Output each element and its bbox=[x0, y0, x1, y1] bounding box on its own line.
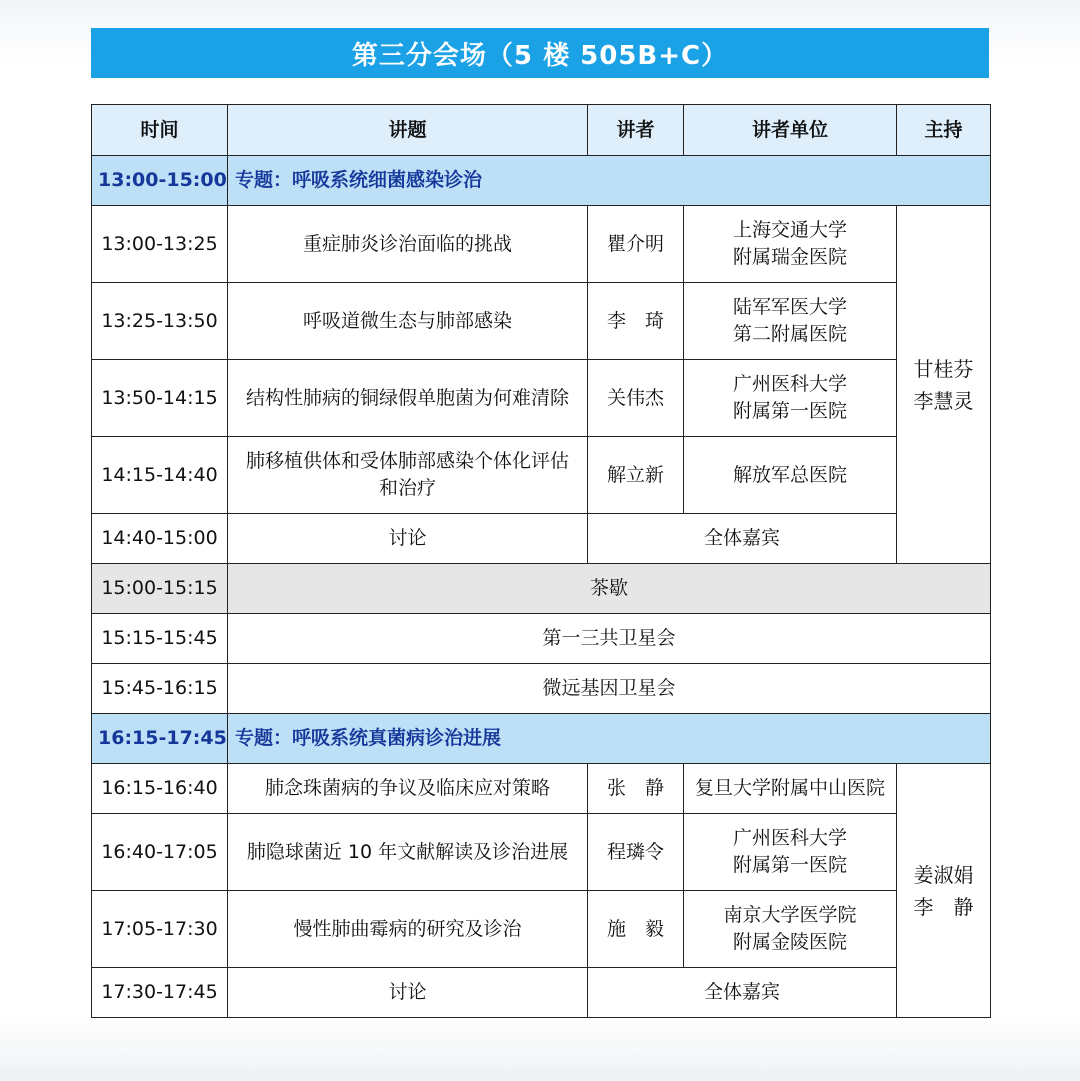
table-row bbox=[92, 360, 991, 437]
table-row bbox=[92, 891, 991, 968]
affiliation-line: 附属第一医院 bbox=[732, 854, 847, 876]
satellite-time: 15:45-16:15 bbox=[92, 664, 228, 714]
session-time: 16:15-17:45 bbox=[92, 714, 228, 764]
talk-speaker: 瞿介明 bbox=[588, 206, 684, 283]
table-row bbox=[92, 206, 991, 283]
talk-affiliation: 解放军总医院 bbox=[684, 437, 897, 514]
session-title: 专题：呼吸系统细菌感染诊治 bbox=[228, 156, 991, 206]
affiliation-line: 附属瑞金医院 bbox=[732, 246, 847, 268]
affiliation-line: 上海交通大学 bbox=[732, 219, 847, 241]
header-affiliation: 讲者单位 bbox=[684, 105, 897, 156]
topic-line: 肺移植供体和受体肺部感染个体化评估 bbox=[245, 450, 569, 472]
talk-time: 16:40-17:05 bbox=[92, 814, 228, 891]
chair-name: 李慧灵 bbox=[913, 388, 974, 413]
talk-speaker: 施 毅 bbox=[588, 891, 684, 968]
tea-break-row bbox=[92, 564, 991, 614]
header-time: 时间 bbox=[92, 105, 228, 156]
talk-topic: 结构性肺病的铜绿假单胞菌为何难清除 bbox=[228, 360, 588, 437]
satellite-label: 第一三共卫星会 bbox=[228, 614, 991, 664]
talk-topic: 慢性肺曲霉病的研究及诊治 bbox=[228, 891, 588, 968]
chair-name: 甘桂芬 bbox=[913, 356, 974, 381]
session-time: 13:00-15:00 bbox=[92, 156, 228, 206]
talk-speaker: 程璘令 bbox=[588, 814, 684, 891]
topic-line: 和治疗 bbox=[378, 477, 436, 499]
talk-topic: 重症肺炎诊治面临的挑战 bbox=[228, 206, 588, 283]
satellite-row bbox=[92, 614, 991, 664]
talk-affiliation bbox=[684, 891, 897, 968]
table-header-row bbox=[92, 105, 991, 156]
talk-affiliation: 复旦大学附属中山医院 bbox=[684, 764, 897, 814]
affiliation-line: 第二附属医院 bbox=[732, 323, 847, 345]
satellite-time: 15:15-15:45 bbox=[92, 614, 228, 664]
table-row bbox=[92, 514, 991, 564]
header-speaker: 讲者 bbox=[588, 105, 684, 156]
talk-speaker: 解立新 bbox=[588, 437, 684, 514]
talk-affiliation bbox=[684, 206, 897, 283]
talk-topic: 肺隐球菌近 10 年文献解读及诊治进展 bbox=[228, 814, 588, 891]
talk-time: 14:15-14:40 bbox=[92, 437, 228, 514]
hall-banner bbox=[91, 28, 989, 78]
talk-time: 13:50-14:15 bbox=[92, 360, 228, 437]
affiliation-line: 广州医科大学 bbox=[732, 373, 847, 395]
discussion-time: 17:30-17:45 bbox=[92, 968, 228, 1018]
chair-name: 姜淑娟 bbox=[913, 862, 974, 887]
affiliation-line: 广州医科大学 bbox=[732, 827, 847, 849]
break-time: 15:00-15:15 bbox=[92, 564, 228, 614]
talk-affiliation bbox=[684, 814, 897, 891]
talk-time: 13:25-13:50 bbox=[92, 283, 228, 360]
break-label: 茶歇 bbox=[228, 564, 991, 614]
header-chair: 主持 bbox=[897, 105, 991, 156]
table-row bbox=[92, 968, 991, 1018]
satellite-label: 微远基因卫星会 bbox=[228, 664, 991, 714]
schedule-table bbox=[91, 104, 991, 1018]
talk-time: 17:05-17:30 bbox=[92, 891, 228, 968]
session-title: 专题：呼吸系统真菌病诊治进展 bbox=[228, 714, 991, 764]
session-chair bbox=[897, 764, 991, 1018]
session-chair bbox=[897, 206, 991, 564]
talk-speaker: 李 琦 bbox=[588, 283, 684, 360]
talk-speaker: 张 静 bbox=[588, 764, 684, 814]
talk-affiliation bbox=[684, 360, 897, 437]
satellite-row bbox=[92, 664, 991, 714]
discussion-topic: 讨论 bbox=[228, 514, 588, 564]
discussion-time: 14:40-15:00 bbox=[92, 514, 228, 564]
talk-affiliation bbox=[684, 283, 897, 360]
affiliation-line: 陆军军医大学 bbox=[732, 296, 847, 318]
talk-topic: 呼吸道微生态与肺部感染 bbox=[228, 283, 588, 360]
talk-topic: 肺念珠菌病的争议及临床应对策略 bbox=[228, 764, 588, 814]
affiliation-line: 南京大学医学院 bbox=[723, 904, 857, 926]
table-row bbox=[92, 764, 991, 814]
session-header-row bbox=[92, 714, 991, 764]
chair-name: 李 静 bbox=[913, 894, 974, 919]
affiliation-line: 附属金陵医院 bbox=[732, 931, 847, 953]
header-topic: 讲题 bbox=[228, 105, 588, 156]
talk-topic bbox=[228, 437, 588, 514]
discussion-guests: 全体嘉宾 bbox=[588, 514, 897, 564]
talk-speaker: 关伟杰 bbox=[588, 360, 684, 437]
discussion-topic: 讨论 bbox=[228, 968, 588, 1018]
affiliation-line: 附属第一医院 bbox=[732, 400, 847, 422]
talk-time: 16:15-16:40 bbox=[92, 764, 228, 814]
session-header-row bbox=[92, 156, 991, 206]
table-row bbox=[92, 283, 991, 360]
hall-title: 第三分会场（5 楼 505B+C） bbox=[351, 40, 729, 71]
table-row bbox=[92, 437, 991, 514]
talk-time: 13:00-13:25 bbox=[92, 206, 228, 283]
discussion-guests: 全体嘉宾 bbox=[588, 968, 897, 1018]
table-row bbox=[92, 814, 991, 891]
